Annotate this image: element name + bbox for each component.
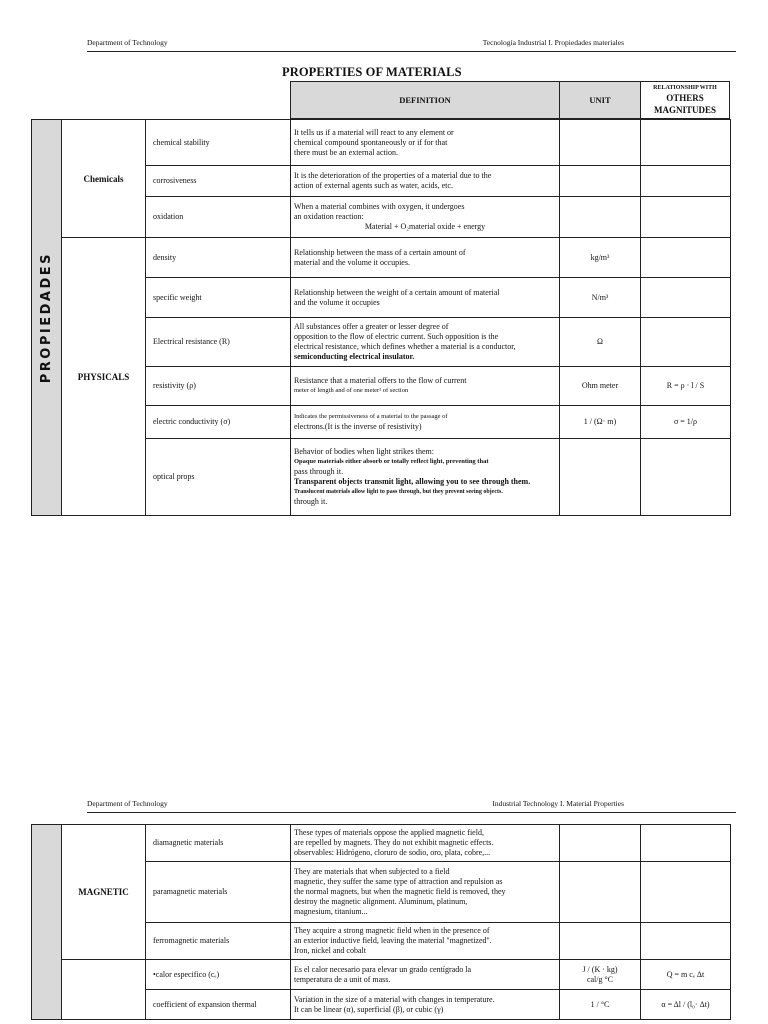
property-unit: kg/m³	[560, 238, 641, 278]
property-name: diamagnetic materials	[146, 825, 291, 862]
property-name: •calor especifico (cₑ)	[146, 960, 291, 990]
group-chemicals: Chemicals	[62, 120, 146, 238]
property-definition: They are materials that when subjected to a field magnetic, they suffer the same type of attraction and repulsion as the normal magnets, but when the magnetic field is removed, they destroy the magnetic alignment. Aluminum, platinum, magnesium, titanium...	[291, 862, 560, 923]
property-name: chemical stability	[146, 120, 291, 166]
table-row	[32, 825, 731, 862]
property-relationship	[641, 825, 731, 862]
property-name: specific weight	[146, 278, 291, 318]
property-relationship	[641, 923, 731, 960]
column-header-unit: UNIT	[559, 81, 641, 119]
property-name: corrosiveness	[146, 166, 291, 197]
property-definition: It is the deterioration of the properties of a material due to the action of external agents such as water, acids, etc.	[291, 166, 560, 197]
property-definition: Indicates the permissiveness of a material to the passage of electrons.(It is the inverse of resistivity)	[291, 406, 560, 439]
property-name: coefficient of expansion thermal	[146, 990, 291, 1020]
properties-table-continued	[31, 824, 731, 1020]
property-relationship	[641, 120, 731, 166]
running-header	[87, 799, 736, 813]
running-header	[87, 38, 736, 52]
group-physicals: PHYSICALS	[62, 238, 146, 516]
property-relationship	[641, 238, 731, 278]
property-relationship	[641, 862, 731, 923]
property-name: ferromagnetic materials	[146, 923, 291, 960]
property-name: density	[146, 238, 291, 278]
property-name: electric conductivity (σ)	[146, 406, 291, 439]
property-name: oxidation	[146, 197, 291, 238]
property-relationship	[641, 318, 731, 367]
property-definition: All substances offer a greater or lesser degree of opposition to the flow of electric current. Such opposition is the electrical resistance, which defines whether a material is a conductor, semiconducting electrical insulator.	[291, 318, 560, 367]
property-unit	[560, 166, 641, 197]
property-name: optical props	[146, 439, 291, 516]
property-relationship: σ = 1/ρ	[641, 406, 731, 439]
property-relationship	[641, 197, 731, 238]
table-row	[32, 120, 731, 166]
property-unit: N/m³	[560, 278, 641, 318]
header-department: Department of Technology	[87, 799, 168, 808]
group-magnetic: MAGNETIC	[62, 825, 146, 960]
property-unit	[560, 923, 641, 960]
properties-band	[32, 120, 62, 516]
page-title: PROPERTIES OF MATERIALS	[282, 65, 462, 79]
property-definition: Variation in the size of a material with changes in temperature. It can be linear (α), superficial (β), or cubic (γ)	[291, 990, 560, 1020]
property-relationship: Q = m cₑ Δt	[641, 960, 731, 990]
table-row	[32, 238, 731, 278]
property-name: paramagnetic materials	[146, 862, 291, 923]
property-name: Electrical resistance (R)	[146, 318, 291, 367]
property-relationship	[641, 278, 731, 318]
header-course: Industrial Technology I. Material Properties	[492, 799, 624, 808]
property-unit: 1 / °C	[560, 990, 641, 1020]
property-unit: Ohm meter	[560, 367, 641, 406]
property-definition: It tells us if a material will react to any element or chemical compound spontaneously or if for that there must be an external action.	[291, 120, 560, 166]
property-definition: Relationship between the mass of a certain amount of material and the volume it occupies.	[291, 238, 560, 278]
property-definition: Resistance that a material offers to the flow of current meter of length and of one meter² of section	[291, 367, 560, 406]
property-definition: Relationship between the weight of a certain amount of material and the volume it occupies	[291, 278, 560, 318]
property-relationship: R = ρ · l / S	[641, 367, 731, 406]
property-relationship	[641, 166, 731, 197]
property-relationship: α = Δl / (l₀· Δt)	[641, 990, 731, 1020]
property-definition: Es el calor necesario para elevar un grado centígrado la temperatura de a unit of mass.	[291, 960, 560, 990]
property-unit: Ω	[560, 318, 641, 367]
property-relationship	[641, 439, 731, 516]
column-header-relationship	[640, 81, 730, 119]
property-definition: When a material combines with oxygen, it undergoes an oxidation reaction: Material + O₂material oxide + energy	[291, 197, 560, 238]
property-unit: 1 / (Ω· m)	[560, 406, 641, 439]
property-unit	[560, 439, 641, 516]
column-header-definition: DEFINITION	[290, 81, 560, 119]
properties-band	[32, 825, 62, 1020]
properties-table	[31, 119, 731, 516]
group-thermal	[62, 960, 146, 1020]
relationship-header-big: OTHERS MAGNITUDES	[653, 92, 716, 115]
table-row	[32, 960, 731, 990]
property-unit	[560, 120, 641, 166]
property-unit	[560, 197, 641, 238]
header-course: Tecnología Industrial I. Propiedades materiales	[482, 38, 624, 47]
property-unit: J / (K · kg) cal/g °C	[560, 960, 641, 990]
property-definition: Behavior of bodies when light strikes them: Opaque materials either absorb or totally reflect light, preventing that pass through it. Transparent objects transmit light, allowing you to see through them. Translucent materials allow light to pass through, but they prevent seeing objects. through it.	[291, 439, 560, 516]
band-label: PROPIEDADES	[38, 251, 54, 384]
property-unit	[560, 825, 641, 862]
property-definition: These types of materials oppose the applied magnetic field, are repelled by magnets. They do not exhibit magnetic effects. observables: Hidrógeno, cloruro de sodio, oro, plata, cobre,...	[291, 825, 560, 862]
header-department: Department of Technology	[87, 38, 168, 47]
property-unit	[560, 862, 641, 923]
property-definition: They acquire a strong magnetic field when in the presence of an exterior inductive field, leaving the material "magnetized". Iron, nickel and cobalt	[291, 923, 560, 960]
property-name: resistivity (ρ)	[146, 367, 291, 406]
relationship-header-small: RELATIONSHIP WITH	[653, 84, 717, 91]
